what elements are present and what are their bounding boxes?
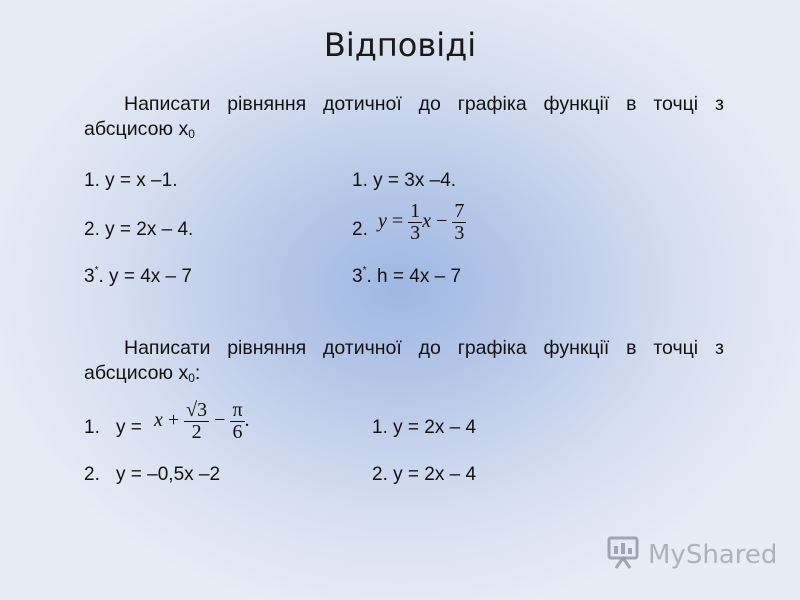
word: дотичної — [323, 337, 402, 359]
word: графіка — [457, 337, 527, 359]
slide-title: Відповіді — [323, 26, 477, 64]
answer2-left-1-y: y = — [116, 417, 142, 438]
word: рівняння — [227, 337, 307, 359]
task2-line2: абсцисою $x_0$: — [84, 362, 201, 385]
equation-sqrt-pi: x + $\frac{√3}{2}$ − $\frac{\pi}{6}$ . — [154, 399, 250, 443]
word: до — [418, 93, 441, 115]
word: з — [714, 337, 724, 359]
word: Написати — [124, 93, 211, 115]
word: функції — [543, 93, 610, 115]
answer2-right-1: 1. y = 2x – 4 — [372, 417, 477, 438]
word: з — [714, 93, 724, 115]
word: Написати — [124, 337, 211, 359]
task1-line2: абсцисою $x_0$ — [84, 118, 195, 141]
answer2-left-2-label: 2. — [84, 464, 100, 485]
task2-line1 — [84, 336, 724, 361]
equation-fraction-tangent: y = $\frac{1}{3}$ x − $\frac{7}{3}$ — [378, 200, 465, 244]
word: дотичної — [323, 93, 402, 115]
word: в — [626, 337, 637, 359]
task2-paragraph — [84, 336, 724, 391]
answer-left-1: 1. y = x –1. — [84, 170, 178, 191]
word: в — [626, 93, 637, 115]
answer2-left-2: y = –0,5x –2 — [116, 464, 221, 485]
presentation-board-icon — [606, 534, 642, 575]
word: функції — [543, 337, 610, 359]
word: точці — [653, 337, 699, 359]
task1-paragraph — [84, 92, 724, 147]
logo-text: MyShared — [648, 539, 778, 570]
answer2-right-2: 2. y = 2x – 4 — [372, 464, 477, 485]
answer2-left-1-label: 1. — [84, 417, 100, 438]
answer-left-2: 2. y = 2x – 4. — [84, 219, 194, 240]
word: рівняння — [227, 93, 307, 115]
word: точці — [653, 93, 699, 115]
task1-line1 — [84, 92, 724, 117]
answer-left-3: 3*. y = 4x – 7 — [84, 265, 192, 287]
myshared-logo — [606, 534, 777, 575]
word: графіка — [457, 93, 527, 115]
answer-right-3: 3*. h = 4x – 7 — [352, 265, 462, 287]
word: до — [418, 337, 441, 359]
answer-right-2-label: 2. — [352, 219, 368, 240]
answer-right-1: 1. y = 3x –4. — [352, 170, 457, 191]
